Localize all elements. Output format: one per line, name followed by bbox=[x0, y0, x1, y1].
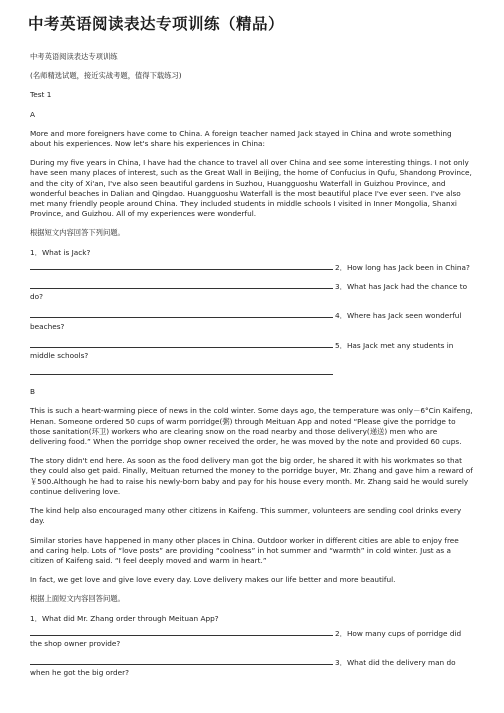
question-b2: 2．How many cups of porridge did the shop owner provide? bbox=[30, 628, 462, 648]
subtitle: 中考英语阅读表达专项训练 bbox=[30, 52, 118, 61]
section-b-paragraph-1: This is such a heart-warming piece of news in the cold winter. Some days ago, the temperature was only－6°Cin Kaifeng, Henan. Someone ordered 50 cups of warm porridge(粥) through Meituan App and noted “Please give the porridge to those sanitation(环卫) workers who are clearing snow on the road nearby and those delivery(递送) men who are delivering food.” When the porridge shop owner received the order, he was moved by the note and provided 60 cups. bbox=[30, 406, 473, 447]
answer-line-b1 bbox=[30, 627, 474, 649]
section-b-paragraph-3: The kind help also encouraged many other citizens in Kaifeng. This summer, volunteers are sending cool drinks every day. bbox=[30, 506, 462, 526]
answer-blank[interactable] bbox=[30, 261, 333, 270]
section-a-intro: More and more foreigners have come to China. A foreign teacher named Jack stayed in China and wrote something about his experiences. Now let's share his experiences in China: bbox=[30, 128, 452, 149]
section-b-label: B bbox=[30, 387, 36, 397]
answer-line-a2 bbox=[30, 280, 474, 302]
section-a-instruction: 根据短文内容回答下列问题。 bbox=[30, 228, 125, 238]
section-b-paragraph-4: Similar stories have happened in many other places in China. Outdoor worker in different cities are able to enjoy free and caring help. Lots of “love posts” are providing “coolness” in hot summer and “warmth” in cold winter. Just as a citizen of Kaifeng said. “I feel deeply moved and warm in heart.” bbox=[30, 535, 459, 565]
answer-blank-a5[interactable] bbox=[30, 368, 333, 375]
answer-line-b2 bbox=[30, 656, 474, 678]
question-a1: 1．What is Jack? bbox=[30, 247, 91, 257]
answer-blank[interactable] bbox=[30, 280, 333, 289]
answer-line-a4 bbox=[30, 339, 474, 361]
question-a2: 2．How long has Jack been in China? bbox=[335, 262, 470, 272]
section-a-label: A bbox=[30, 109, 35, 119]
question-a3: 3．What has Jack had the chance to do? bbox=[30, 282, 468, 302]
question-b3: 3．What did the delivery man do when he got the big order? bbox=[30, 658, 456, 678]
question-a4: 4．Where has Jack seen wonderful beaches? bbox=[30, 311, 462, 331]
test-label: Test 1 bbox=[30, 90, 52, 100]
section-a-passage: During my five years in China, I have had the chance to travel all over China and see some interesting things. I not only have seen many places of interest, such as the Great Wall in Beijing, the home of Confucius in Qufu, Shandong Province, and the city of Xi'an, I've also seen beautiful gardens in Suzhou, Huangguoshu Waterfall in Guizhou Province, and wonderful beaches in Dalian and Qingdao. Huangguoshu Waterfall is the most beautiful place I've ever seen. I've also met many friendly people around China. They included students in middle schools I visited in Inner Mongolia, Shanxi Province, and Guizhou. All of my experiences were wonderful. bbox=[30, 158, 472, 219]
answer-blank[interactable] bbox=[30, 339, 333, 348]
answer-blank[interactable] bbox=[30, 627, 333, 636]
answer-line-a1 bbox=[30, 261, 474, 273]
page-title: 中考英语阅读表达专项训练（精品） bbox=[28, 15, 285, 33]
note: (名师精选试题，接近实战考题，值得下载练习) bbox=[30, 71, 182, 81]
section-b-paragraph-2: The story didn't end here. As soon as the food delivery man got the big order, he shared it with his workmates so that they could also get paid. Finally, Meituan returned the money to the porridge buyer, Mr. Zhang and gave him a reward of ￥500.Although he had to raise his newly-born baby and pay for his house every month. Mr. Zhang said he would surely continue delivering love. bbox=[30, 456, 473, 496]
section-b-paragraph-5: In fact, we get love and give love every day. Love delivery makes our life better and more beautiful. bbox=[30, 575, 396, 585]
question-a5: 5．Has Jack met any students in middle schools? bbox=[30, 340, 454, 361]
answer-line-a3 bbox=[30, 309, 474, 331]
answer-blank[interactable] bbox=[30, 309, 333, 318]
question-b1: 1．What did Mr. Zhang order through Meituan App? bbox=[30, 613, 219, 623]
section-b-instruction: 根据上面短文内容回答问题。 bbox=[30, 594, 125, 604]
answer-blank[interactable] bbox=[30, 656, 333, 665]
